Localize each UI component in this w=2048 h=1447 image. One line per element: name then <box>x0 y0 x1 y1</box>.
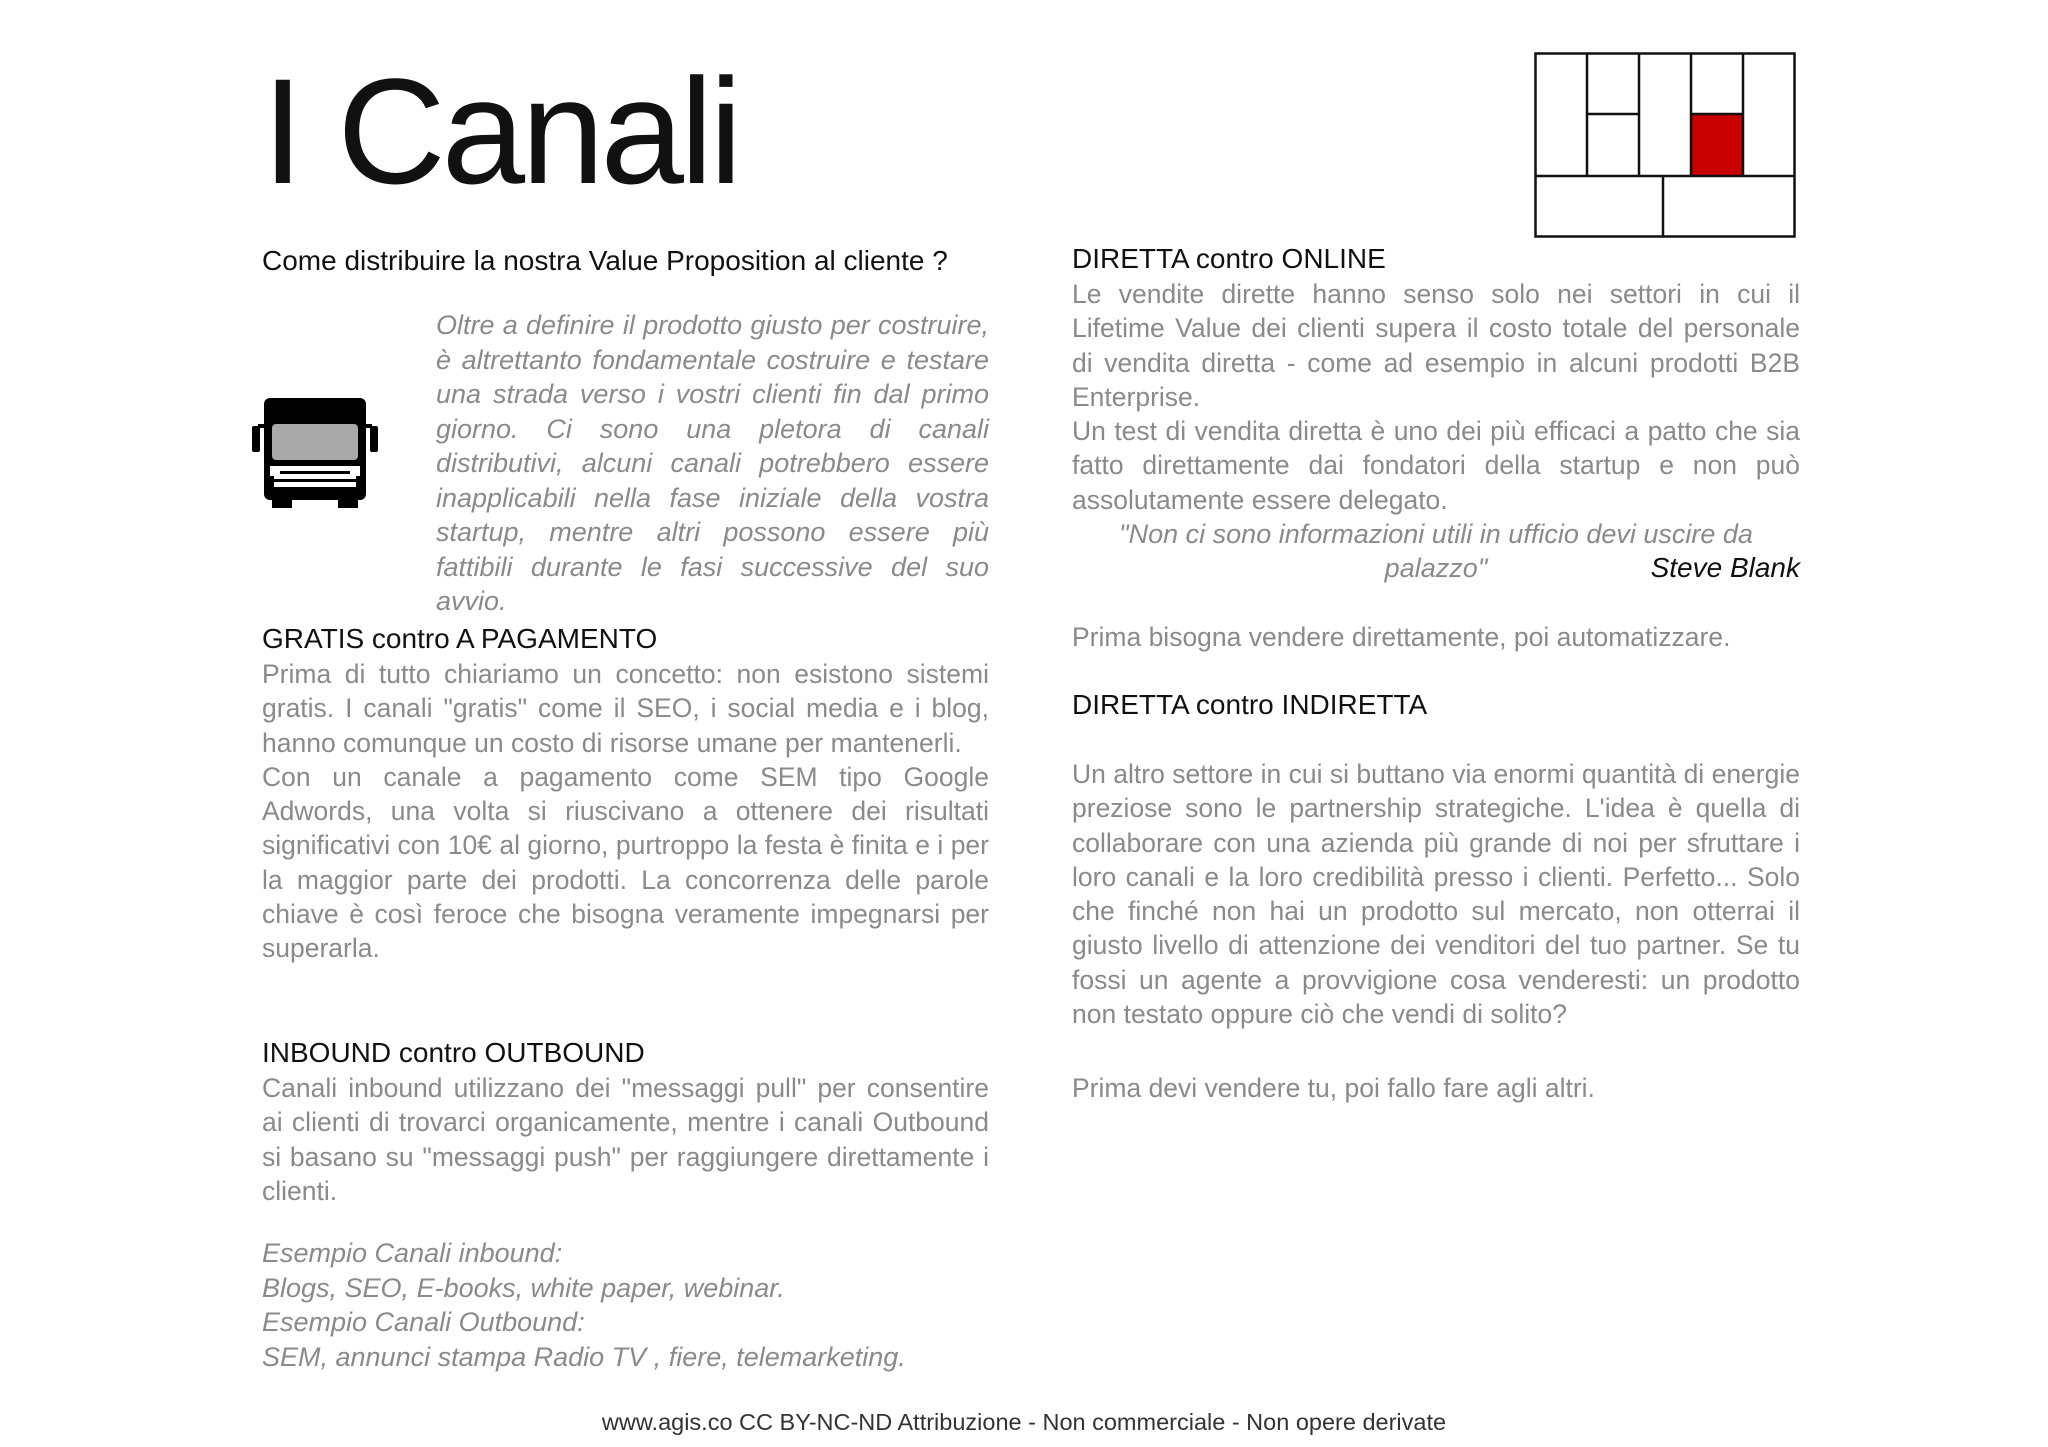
canvas-highlight-channels <box>1691 114 1743 176</box>
gratis-paragraph-1: Prima di tutto chiariamo un concetto: non esistono sistemi gratis. I canali "gratis" come il SEO, i social media e i blog, hanno comunque un costo di risorse umane per mantenerli. <box>262 659 989 758</box>
indiretta-paragraph-1: Un altro settore in cui si buttano via enormi quantità di energie preziose sono le partnership strategiche. L'idea è quella di collaborare con una azienda più grande di noi per sfruttare i loro canali e la loro credibilità presso i clienti. Perfetto... Solo che finché non hai un prodotto sul mercato, non otterrai il giusto livello di attenzione dei venditori del tuo partner. Se tu fossi un agente a provvigione cosa venderesti: un prodotto non testato oppure ciò che vendi di solito? <box>1072 759 1800 1030</box>
example-line: SEM, annunci stampa Radio TV , fiere, telemarketing. <box>262 1341 906 1372</box>
inbound-body <box>262 1071 989 1208</box>
footer-license: www.agis.co CC BY-NC-ND Attribuzione - Non commerciale - Non opere derivate <box>601 1409 1447 1435</box>
heading-inbound: INBOUND contro OUTBOUND <box>262 1037 645 1068</box>
online-paragraph-1: Le vendite dirette hanno senso solo nei settori in cui il Lifetime Value dei clienti supera il costo totale del personale di vendita diretta - come ad esempio in alcuni prodotti B2B Enterprise. <box>1072 279 1800 412</box>
indiretta-conclusion: Prima devi vendere tu, poi fallo fare agli altri. <box>1072 1073 1595 1103</box>
quote-author: Steve Blank <box>1650 552 1800 583</box>
gratis-body <box>262 657 989 966</box>
online-body <box>1072 277 1800 517</box>
quote: "Non ci sono informazioni utili in ufficio devi uscire da palazzo" <box>1119 519 1753 583</box>
subtitle: Come distribuire la nostra Value Proposition al cliente ? <box>262 245 948 276</box>
online-paragraph-2: Un test di vendita diretta è uno dei più efficaci a patto che sia fatto direttamente dai fondatori della startup e non può assolutamente essere delegato. <box>1072 416 1800 515</box>
example-line: Esempio Canali Outbound: <box>262 1307 585 1337</box>
example-line: Esempio Canali inbound: <box>262 1238 563 1268</box>
heading-online: DIRETTA contro ONLINE <box>1072 243 1386 274</box>
inbound-examples <box>262 1236 1002 1374</box>
business-model-canvas-icon <box>1534 52 1796 238</box>
truck-icon <box>250 396 380 508</box>
heading-gratis: GRATIS contro A PAGAMENTO <box>262 623 658 654</box>
page-title: I Canali <box>262 47 739 215</box>
online-conclusion: Prima bisogna vendere direttamente, poi automatizzare. <box>1072 622 1731 652</box>
inbound-paragraph-1: Canali inbound utilizzano dei "messaggi pull" per consentire ai clienti di trovarci organicamente, mentre i canali Outbound si basano su "messaggi push" per raggiungere direttamente i clienti. <box>262 1073 989 1206</box>
gratis-paragraph-2: Con un canale a pagamento come SEM tipo Google Adwords, una volta si riuscivano a ottenere dei risultati significativi con 10€ al giorno, purtroppo la festa è finita e i per la maggior parte dei prodotti. La concorrenza delle parole chiave è così feroce che bisogna veramente impegnarsi per superarla. <box>262 761 989 964</box>
indiretta-body <box>1072 757 1800 1031</box>
example-line: Blogs, SEO, E-books, white paper, webinar. <box>262 1272 785 1303</box>
heading-indiretta: DIRETTA contro INDIRETTA <box>1072 689 1428 720</box>
intro-text: Oltre a definire il prodotto giusto per costruire, è altrettanto fondamentale costruire e testare una strada verso i vostri clienti fin dal primo giorno. Ci sono una pletora di canali distributivi, alcuni canali potrebbero essere inapplicabili nella fase iniziale della vostra startup, mentre altri possono essere più fattibili durante le fasi successive del suo avvio. <box>436 310 989 616</box>
